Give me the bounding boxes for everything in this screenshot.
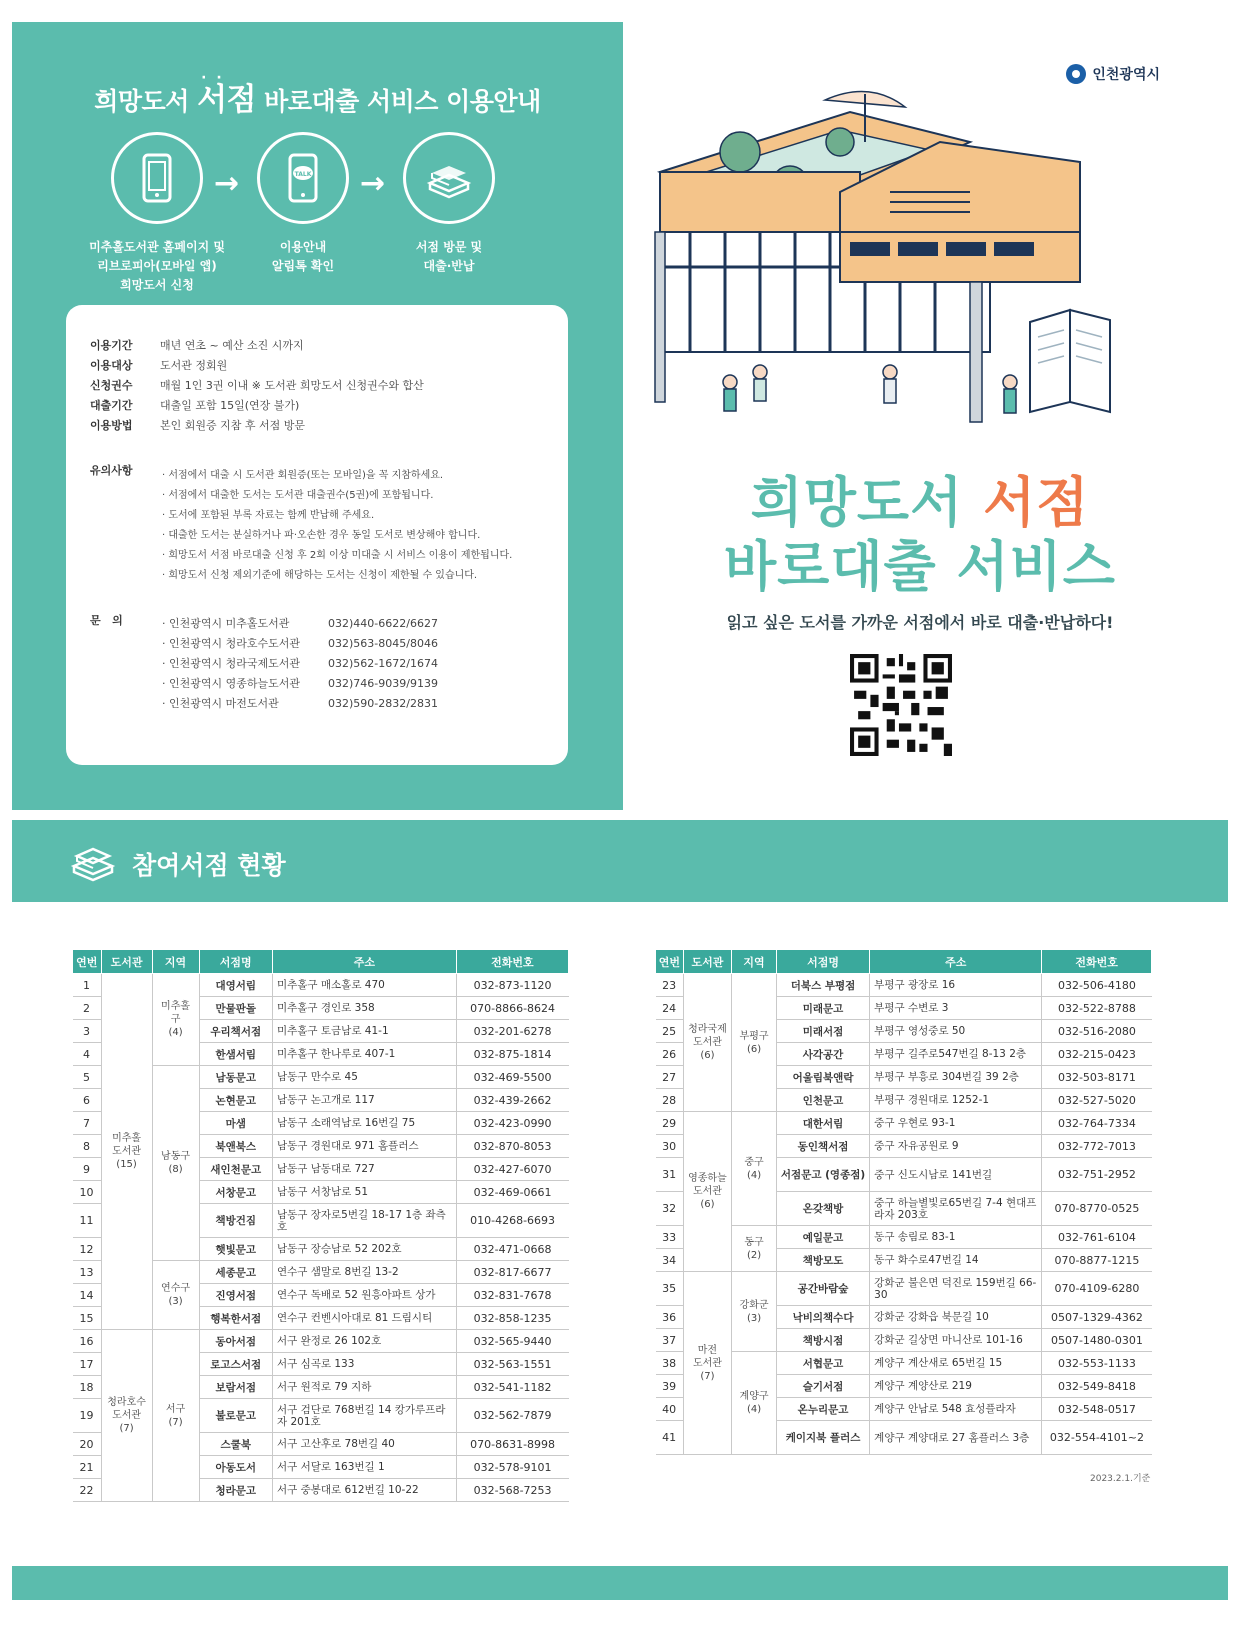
- address: 서구 중봉대로 612번길 10-22: [272, 1479, 456, 1502]
- table-row: [656, 1272, 1152, 1306]
- note-line: · 대출한 도서는 분실하거나 파·오손한 경우 동일 도서로 변상해야 합니다.: [162, 530, 481, 541]
- section-title: 참여서점 현황: [132, 851, 286, 880]
- address: 중구 신도시남로 141번길: [870, 1158, 1042, 1192]
- shop-name: 책방시점: [776, 1329, 869, 1352]
- shop-name: 진영서점: [199, 1284, 272, 1307]
- shop-name: 서점문고 (영종점): [776, 1158, 869, 1192]
- phone: 032-427-6070: [456, 1158, 568, 1181]
- col-area: 지역: [732, 950, 777, 974]
- qr-code[interactable]: [850, 654, 952, 756]
- shop-name: 인천문고: [776, 1089, 869, 1112]
- cover-panel: [640, 22, 1200, 810]
- address: 부평구 수변로 3: [870, 997, 1042, 1020]
- col-address: 주소: [870, 950, 1042, 974]
- shop-name: 새인천문고: [199, 1158, 272, 1181]
- phone: 032-506-4180: [1042, 974, 1152, 997]
- row-number: 15: [73, 1307, 102, 1330]
- phone-icon: [111, 132, 203, 224]
- shop-name: 북앤북스: [199, 1135, 272, 1158]
- col-no: 연번: [73, 950, 102, 974]
- shop-name: 동아서점: [199, 1330, 272, 1353]
- row-number: 2: [73, 997, 102, 1020]
- footer-bar: [12, 1566, 1228, 1600]
- phone: 032-469-5500: [456, 1066, 568, 1089]
- address: 남동구 서창남로 51: [272, 1181, 456, 1204]
- shop-name: 슬기서점: [776, 1375, 869, 1398]
- shop-name: 만물판돌: [199, 997, 272, 1020]
- shop-name: 아동도서: [199, 1456, 272, 1479]
- row-number: 9: [73, 1158, 102, 1181]
- phone: 032-439-2662: [456, 1089, 568, 1112]
- row-number: 14: [73, 1284, 102, 1307]
- table-header-row: [656, 950, 1152, 974]
- phone: 032-858-1235: [456, 1307, 568, 1330]
- address: 남동구 장자로5번길 18-17 1층 좌측호: [272, 1204, 456, 1238]
- shop-name: 보람서점: [199, 1376, 272, 1399]
- row-number: 40: [656, 1398, 684, 1421]
- row-number: 22: [73, 1479, 102, 1502]
- talk-text: TALK: [294, 171, 312, 178]
- row-number: 13: [73, 1261, 102, 1284]
- shop-name: 행복한서점: [199, 1307, 272, 1330]
- address: 부평구 길주로547번길 8-13 2층: [870, 1043, 1042, 1066]
- shop-name: 서창문고: [199, 1181, 272, 1204]
- phone: 032-554-4101~2: [1042, 1421, 1152, 1455]
- shop-name: 햇빛문고: [199, 1238, 272, 1261]
- row-number: 30: [656, 1135, 684, 1158]
- address: 부평구 광장로 16: [870, 974, 1042, 997]
- address: 남동구 만수로 45: [272, 1066, 456, 1089]
- phone: 032-563-1551: [456, 1353, 568, 1376]
- contact-title: 문 의: [90, 614, 123, 627]
- row-number: 32: [656, 1192, 684, 1226]
- shop-name: 불로문고: [199, 1399, 272, 1433]
- phone: 032-817-6677: [456, 1261, 568, 1284]
- phone: 032-568-7253: [456, 1479, 568, 1502]
- area-cell: 미추홀구 (4): [152, 974, 199, 1066]
- shop-name: 대한서림: [776, 1112, 869, 1135]
- contact-row: · 인천광역시 마전도서관 032)590-2832/2831: [162, 697, 438, 710]
- col-area: 지역: [152, 950, 199, 974]
- address: 강화군 강화읍 북문길 10: [870, 1306, 1042, 1329]
- address: 서구 서달로 163번길 1: [272, 1456, 456, 1479]
- shop-name: 논현문고: [199, 1089, 272, 1112]
- row-number: 29: [656, 1112, 684, 1135]
- row-number: 37: [656, 1329, 684, 1352]
- phone: 032-772-7013: [1042, 1135, 1152, 1158]
- shop-name: 미래문고: [776, 997, 869, 1020]
- phone: 032-870-8053: [456, 1135, 568, 1158]
- address: 서구 검단로 768번길 14 캉가루프라자 201호: [272, 1399, 456, 1433]
- note-line: · 희망도서 서점 바로대출 신청 후 2회 이상 미대출 시 서비스 이용이 제한됩니다.: [162, 550, 513, 561]
- note-line: · 서점에서 대출한 도서는 도서관 대출권수(5권)에 포함됩니다.: [162, 490, 434, 501]
- shop-name: 온갖책방: [776, 1192, 869, 1226]
- phone: 032-761-6104: [1042, 1226, 1152, 1249]
- area-cell: 서구 (7): [152, 1330, 199, 1502]
- phone: 032-764-7334: [1042, 1112, 1152, 1135]
- address: 남동구 장승남로 52 202호: [272, 1238, 456, 1261]
- row-number: 18: [73, 1376, 102, 1399]
- notes-title: 유의사항: [90, 464, 133, 477]
- library-cell: 미추홀 도서관 (15): [101, 974, 152, 1330]
- shop-name: 온누리문고: [776, 1398, 869, 1421]
- address: 연수구 샘말로 8번길 13-2: [272, 1261, 456, 1284]
- row-number: 21: [73, 1456, 102, 1479]
- col-library: 도서관: [683, 950, 732, 974]
- phone: 032-565-9440: [456, 1330, 568, 1353]
- area-cell: 중구 (4): [732, 1112, 777, 1226]
- phone: 032-831-7678: [456, 1284, 568, 1307]
- address: 강화군 불은면 덕진로 159번길 66-30: [870, 1272, 1042, 1306]
- address: 연수구 독배로 52 원흥아파트 상가: [272, 1284, 456, 1307]
- city-emblem-icon: [1066, 64, 1086, 84]
- row-number: 39: [656, 1375, 684, 1398]
- row-number: 19: [73, 1399, 102, 1433]
- guide-title: 희망도서 ·· 서점 바로대출 서비스 이용안내: [94, 70, 541, 118]
- address: 서구 원적로 79 지하: [272, 1376, 456, 1399]
- row-number: 4: [73, 1043, 102, 1066]
- shop-name: 사각공간: [776, 1043, 869, 1066]
- address: 계양구 계산새로 65번길 15: [870, 1352, 1042, 1375]
- phone: 070-8866-8624: [456, 997, 568, 1020]
- col-address: 주소: [272, 950, 456, 974]
- address: 강화군 길상면 마니산로 101-16: [870, 1329, 1042, 1352]
- phone: 032-549-8418: [1042, 1375, 1152, 1398]
- row-number: 3: [73, 1020, 102, 1043]
- table-row: [73, 1330, 569, 1353]
- row-number: 24: [656, 997, 684, 1020]
- step-label: 서점 방문 및 대출·반납: [415, 240, 483, 273]
- guide-panel: [12, 22, 623, 810]
- shop-name: 미래서점: [776, 1020, 869, 1043]
- table-row: [73, 974, 569, 997]
- row-number: 34: [656, 1249, 684, 1272]
- phone: 032-553-1133: [1042, 1352, 1152, 1375]
- phone: 032-201-6278: [456, 1020, 568, 1043]
- arrow-right-icon: →: [214, 166, 240, 201]
- phone: 032-875-1814: [456, 1043, 568, 1066]
- library-cell: 청라국제 도서관 (6): [683, 974, 732, 1112]
- library-cell: 영종하늘 도서관 (6): [683, 1112, 732, 1272]
- city-logo: 인천광역시: [1066, 64, 1160, 84]
- row-number: 16: [73, 1330, 102, 1353]
- address: 중구 하늘별빛로65번길 7-4 현대프라자 203호: [870, 1192, 1042, 1226]
- address: 계양구 안남로 548 효성플라자: [870, 1398, 1042, 1421]
- shop-name: 동인책서점: [776, 1135, 869, 1158]
- address: 동구 화수로47번길 14: [870, 1249, 1042, 1272]
- row-number: 41: [656, 1421, 684, 1455]
- slogan: 읽고 싶은 도서를 가까운 서점에서 바로 대출·반납하다!: [726, 613, 1114, 632]
- shop-name: 더북스 부평점: [776, 974, 869, 997]
- shop-name: 책방건짐: [199, 1204, 272, 1238]
- row-number: 27: [656, 1066, 684, 1089]
- phone: 032-548-0517: [1042, 1398, 1152, 1421]
- phone: 0507-1329-4362: [1042, 1306, 1152, 1329]
- row-number: 11: [73, 1204, 102, 1238]
- row-number: 8: [73, 1135, 102, 1158]
- shop-name: 서협문고: [776, 1352, 869, 1375]
- col-no: 연번: [656, 950, 684, 974]
- row-number: 35: [656, 1272, 684, 1306]
- note-line: · 희망도서 신청 제외기준에 해당하는 도서는 신청이 제한될 수 있습니다.: [162, 570, 478, 581]
- shop-name: 스쿨북: [199, 1433, 272, 1456]
- info-row-target: 이용대상 도서관 정회원: [90, 359, 228, 372]
- row-number: 28: [656, 1089, 684, 1112]
- area-cell: 강화군 (3): [732, 1272, 777, 1352]
- address: 미추홀구 경인로 358: [272, 997, 456, 1020]
- address: 미추홀구 한나루로 407-1: [272, 1043, 456, 1066]
- col-phone: 전화번호: [456, 950, 568, 974]
- address: 서구 심곡로 133: [272, 1353, 456, 1376]
- contact-row: · 인천광역시 영종하늘도서관 032)746-9039/9139: [162, 677, 438, 690]
- shop-name: 청라문고: [199, 1479, 272, 1502]
- area-cell: 연수구 (3): [152, 1261, 199, 1330]
- step-label: 이용안내 알림톡 확인: [271, 240, 335, 273]
- row-number: 26: [656, 1043, 684, 1066]
- address: 남동구 남동대로 727: [272, 1158, 456, 1181]
- address: 중구 우현로 93-1: [870, 1112, 1042, 1135]
- address: 동구 송림로 83-1: [870, 1226, 1042, 1249]
- address: 서구 완정로 26 102호: [272, 1330, 456, 1353]
- phone: 032-522-8788: [1042, 997, 1152, 1020]
- phone: 032-503-8171: [1042, 1066, 1152, 1089]
- address: 남동구 경원대로 971 홈플러스: [272, 1135, 456, 1158]
- contact-row: · 인천광역시 청라호수도서관 032)563-8045/8046: [162, 637, 438, 650]
- contact-row: · 인천광역시 미추홀도서관 032)440-6622/6627: [162, 617, 438, 630]
- address: 남동구 논고개로 117: [272, 1089, 456, 1112]
- row-number: 23: [656, 974, 684, 997]
- phone: 032-541-1182: [456, 1376, 568, 1399]
- address: 미추홀구 매소홀로 470: [272, 974, 456, 997]
- bookstore-building-illustration: [640, 82, 1200, 442]
- step-label: 미추홀도서관 홈페이지 및 리브로피아(모바일 앱) 희망도서 신청: [89, 240, 225, 292]
- shop-name: 마샘: [199, 1112, 272, 1135]
- row-number: 33: [656, 1226, 684, 1249]
- row-number: 25: [656, 1020, 684, 1043]
- info-row-period: 이용기간 매년 연초 ~ 예산 소진 시까지: [90, 339, 304, 352]
- shop-name: 공간바람숲: [776, 1272, 869, 1306]
- shop-name: 책방모도: [776, 1249, 869, 1272]
- shop-name: 로고스서점: [199, 1353, 272, 1376]
- library-cell: 청라호수 도서관 (7): [101, 1330, 152, 1502]
- shop-name: 우리책서점: [199, 1020, 272, 1043]
- col-shop: 서점명: [776, 950, 869, 974]
- shop-name: 세종문고: [199, 1261, 272, 1284]
- shop-name: 예일문고: [776, 1226, 869, 1249]
- address: 부평구 경원대로 1252-1: [870, 1089, 1042, 1112]
- row-number: 38: [656, 1352, 684, 1375]
- phone: 032-471-0668: [456, 1238, 568, 1261]
- phone: 070-4109-6280: [1042, 1272, 1152, 1306]
- row-number: 20: [73, 1433, 102, 1456]
- basis-date: 2023.2.1.기준: [1090, 1474, 1151, 1484]
- phone: 032-469-0661: [456, 1181, 568, 1204]
- address: 중구 자유공원로 9: [870, 1135, 1042, 1158]
- info-row-count: 신청권수 매월 1인 3권 이내 ※ 도서관 희망도서 신청권수와 합산: [90, 379, 424, 392]
- phone: 032-562-7879: [456, 1399, 568, 1433]
- shop-name: 대영서림: [199, 974, 272, 997]
- address: 서구 고산후로 78번길 40: [272, 1433, 456, 1456]
- area-cell: 동구 (2): [732, 1226, 777, 1272]
- phone: 0507-1480-0301: [1042, 1329, 1152, 1352]
- phone: 010-4268-6693: [456, 1204, 568, 1238]
- shop-name: 케이지북 플러스: [776, 1421, 869, 1455]
- row-number: 10: [73, 1181, 102, 1204]
- cover-title-line1: 희망도서 서점: [750, 471, 1090, 534]
- address: 미추홀구 토금남로 41-1: [272, 1020, 456, 1043]
- phone: 032-215-0423: [1042, 1043, 1152, 1066]
- phone: 032-516-2080: [1042, 1020, 1152, 1043]
- phone: 032-578-9101: [456, 1456, 568, 1479]
- row-number: 5: [73, 1066, 102, 1089]
- table-header-row: [73, 950, 569, 974]
- row-number: 31: [656, 1158, 684, 1192]
- phone: 032-873-1120: [456, 974, 568, 997]
- info-row-loan-period: 대출기간 대출일 포함 15일(연장 불가): [90, 399, 300, 412]
- shop-name: 한샘서림: [199, 1043, 272, 1066]
- address: 계양구 계양산로 219: [870, 1375, 1042, 1398]
- bookstore-table-right: [655, 949, 1152, 1455]
- contact-row: · 인천광역시 청라국제도서관 032)562-1672/1674: [162, 657, 438, 670]
- row-number: 7: [73, 1112, 102, 1135]
- row-number: 36: [656, 1306, 684, 1329]
- col-shop: 서점명: [199, 950, 272, 974]
- shop-name: 남동문고: [199, 1066, 272, 1089]
- row-number: 6: [73, 1089, 102, 1112]
- library-cell: 마전 도서관 (7): [683, 1272, 732, 1455]
- shop-name: 낙비의책수다: [776, 1306, 869, 1329]
- address: 부평구 영성중로 50: [870, 1020, 1042, 1043]
- books-stack-icon: [403, 132, 495, 224]
- note-line: · 도서에 포함된 부록 자료는 함께 반납해 주세요.: [162, 510, 375, 521]
- phone: 032-423-0990: [456, 1112, 568, 1135]
- col-library: 도서관: [101, 950, 152, 974]
- step-visit: [354, 132, 544, 276]
- row-number: 12: [73, 1238, 102, 1261]
- phone: 070-8631-8998: [456, 1433, 568, 1456]
- address: 부평구 부흥로 304번길 39 2층: [870, 1066, 1042, 1089]
- row-number: 17: [73, 1353, 102, 1376]
- info-card: [66, 305, 568, 765]
- area-cell: 계양구 (4): [732, 1352, 777, 1455]
- phone: 070-8877-1215: [1042, 1249, 1152, 1272]
- note-line: · 서점에서 대출 시 도서관 회원증(또는 모바일)을 꼭 지참하세요.: [162, 470, 444, 481]
- books-stack-icon: [70, 838, 116, 884]
- info-row-method: 이용방법 본인 회원증 지참 후 서점 방문: [90, 419, 305, 432]
- arrow-right-icon: →: [360, 166, 386, 201]
- bookstore-table-left: [72, 949, 569, 1502]
- shop-name: 어울림북앤락: [776, 1066, 869, 1089]
- talk-message-icon: [257, 132, 349, 224]
- phone: 032-751-2952: [1042, 1158, 1152, 1192]
- section-banner: [12, 820, 1228, 902]
- phone: 070-8770-0525: [1042, 1192, 1152, 1226]
- cover-title-line2: 바로대출 서비스: [724, 535, 1116, 598]
- col-phone: 전화번호: [1042, 950, 1152, 974]
- table-row: [656, 1112, 1152, 1135]
- row-number: 1: [73, 974, 102, 997]
- table-row: [656, 974, 1152, 997]
- phone: 032-527-5020: [1042, 1089, 1152, 1112]
- area-cell: 남동구 (8): [152, 1066, 199, 1261]
- address: 계양구 계양대로 27 홈플러스 3층: [870, 1421, 1042, 1455]
- area-cell: 부평구 (6): [732, 974, 777, 1112]
- address: 남동구 소래역남로 16번길 75: [272, 1112, 456, 1135]
- address: 연수구 컨벤시아대로 81 드림시티: [272, 1307, 456, 1330]
